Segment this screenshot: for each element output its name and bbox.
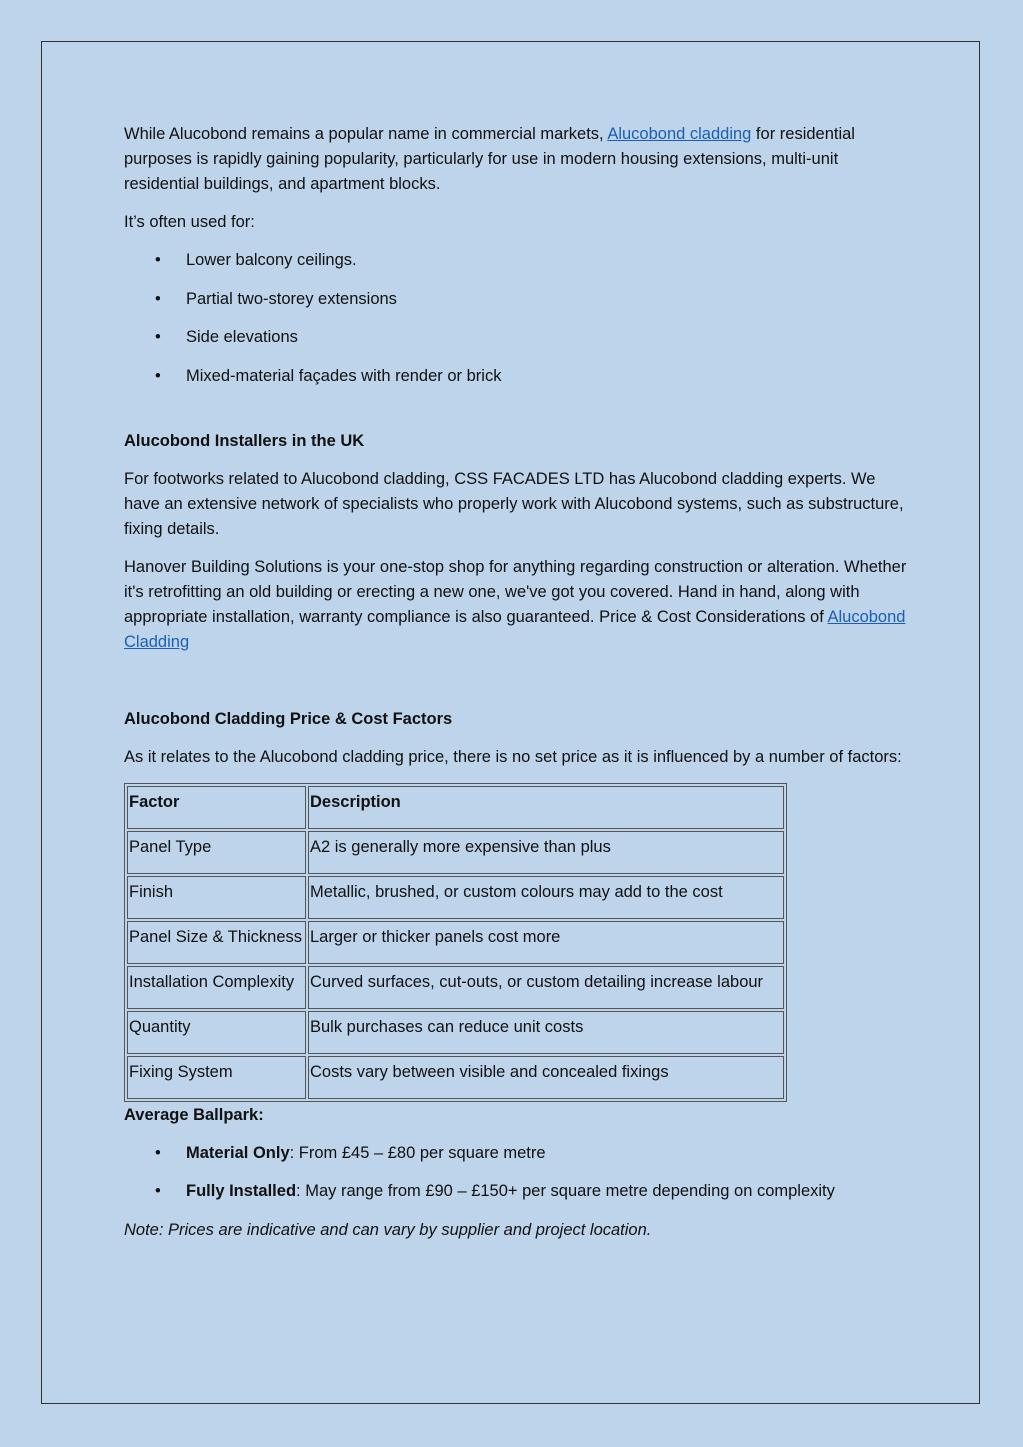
list-item (124, 248, 914, 273)
table-cell-factor: Quantity (127, 1011, 306, 1054)
table-cell-description: Metallic, brushed, or custom colours may add to the cost (308, 876, 784, 919)
installers-paragraph-1: For footworks related to Alucobond cladding, CSS FACADES LTD has Alucobond cladding experts. We have an extensive network of specialists who properly work with Alucobond systems, such as substructure, fixing details. (124, 469, 904, 538)
cost-factors-table (124, 783, 787, 1102)
installers-paragraph-2-text: Hanover Building Solutions is your one-stop shop for anything regarding construction or alteration. Whether it's retrofitting an old building or erecting a new one, we've got you covered. Hand in hand, along with appropriate installation, warranty compliance is also guaranteed. Price & Cost Considerations of (124, 557, 907, 626)
table-cell-description: Bulk purchases can reduce unit costs (308, 1011, 784, 1054)
pricing-heading: Alucobond Cladding Price & Cost Factors (124, 709, 453, 728)
table-header-factor: Factor (127, 786, 306, 829)
list-item-text: Side elevations (186, 328, 298, 347)
installers-paragraph-2 (124, 555, 914, 655)
list-item (124, 287, 914, 312)
intro-text-end: for residential purposes is rapidly gaining popularity, particularly for use in modern housing extensions, multi-unit residential buildings, and apartment blocks. (124, 125, 855, 193)
list-item-text: Partial two-storey extensions (186, 289, 397, 308)
bullet-icon: • (155, 289, 161, 308)
document-body (124, 122, 914, 1256)
table-cell-factor: Panel Size & Thickness (127, 921, 306, 964)
price-note: Note: Prices are indicative and can vary by supplier and project location. (124, 1221, 652, 1240)
intro-text-start: While Alucobond remains a popular name in commercial markets, (124, 125, 608, 143)
intro-paragraph (124, 122, 914, 197)
table-header-row (127, 786, 784, 829)
ballpark-text: : From £45 – £80 per square metre (289, 1143, 546, 1162)
alucobond-cladding-link[interactable]: Alucobond cladding (607, 125, 752, 143)
ballpark-label: Material Only (186, 1143, 290, 1162)
table-cell-description: A2 is generally more expensive than plus (308, 831, 784, 874)
table-cell-factor: Panel Type (127, 831, 306, 874)
list-item (124, 1141, 914, 1166)
table-header-description: Description (308, 786, 784, 829)
table-row (127, 1056, 784, 1099)
ballpark-heading: Average Ballpark: (124, 1105, 264, 1124)
ballpark-list (124, 1141, 914, 1205)
table-cell-description: Curved surfaces, cut-outs, or custom detailing increase labour (308, 966, 784, 1009)
bullet-icon: • (155, 328, 161, 347)
ballpark-text: : May range from £90 – £150+ per square metre depending on complexity (296, 1182, 835, 1201)
list-item (124, 325, 914, 350)
table-row (127, 1011, 784, 1054)
table-cell-factor: Fixing System (127, 1056, 306, 1099)
table-row (127, 921, 784, 964)
table-cell-description: Larger or thicker panels cost more (308, 921, 784, 964)
bullet-icon: • (155, 1143, 161, 1162)
table-cell-description: Costs vary between visible and concealed fixings (308, 1056, 784, 1099)
table-row (127, 831, 784, 874)
bullet-icon: • (155, 1182, 161, 1201)
uses-lead: It’s often used for: (124, 213, 255, 231)
installers-heading: Alucobond Installers in the UK (124, 431, 365, 450)
ballpark-label: Fully Installed (186, 1182, 297, 1201)
bullet-icon: • (155, 251, 161, 269)
table-cell-factor: Finish (127, 876, 306, 919)
list-item-text: Mixed-material façades with render or brick (186, 367, 502, 386)
table-cell-factor: Installation Complexity (127, 966, 306, 1009)
uses-list (124, 248, 914, 389)
bullet-icon: • (155, 367, 161, 386)
list-item (124, 1179, 914, 1204)
pricing-intro: As it relates to the Alucobond cladding price, there is no set price as it is influenced by a number of factors: (124, 747, 902, 766)
alucobond-cladding-link-2[interactable]: Alucobond Cladding (124, 607, 906, 651)
table-row (127, 876, 784, 919)
list-item-text: Lower balcony ceilings. (186, 251, 357, 269)
list-item (124, 364, 914, 389)
table-row (127, 966, 784, 1009)
